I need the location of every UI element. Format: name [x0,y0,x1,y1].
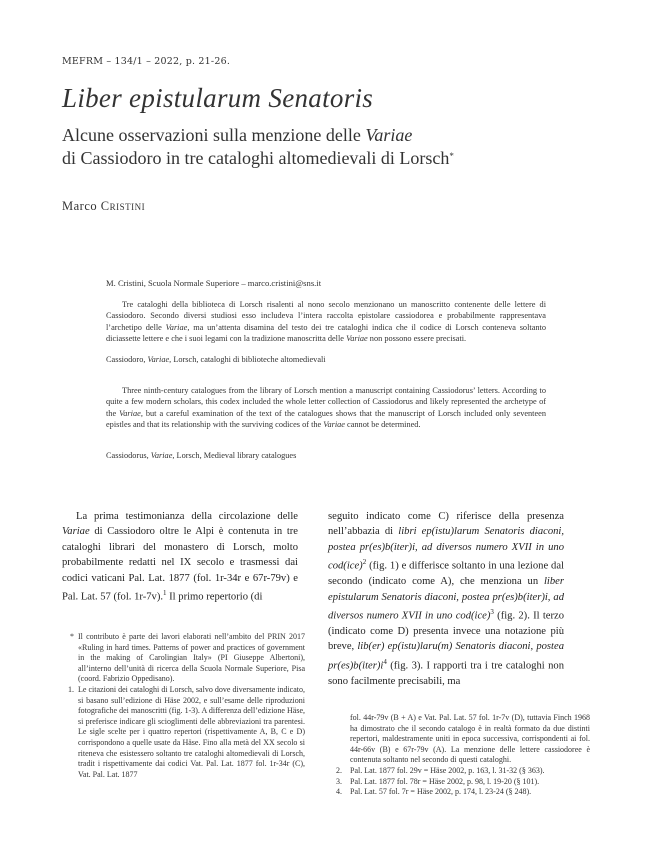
abstract-italian [106,299,546,344]
footnote-1-continuation: fol. 44r-79v (B + A) e Vat. Pal. Lat. 57 fol. 1r-7v (D), tuttavia Finch 1968 ha dimostrato che il secondo catalogo è in realtà formato da due distinti repertori, maldestramente uniti in epoca successiva, corrispondenti ai fol. 44r-66v (B) e 67r-79v (A). La menzione delle lettere cassiodoree è contenuta soltanto nel secondo di questi cataloghi. [350,713,590,765]
footnote-ref-3: 3 [490,607,494,616]
footnote-ref-1: 1 [163,589,167,598]
keywords-en-italic: Variae [150,451,173,460]
subtitle-line2: di Cassiodoro in tre cataloghi altomedievali di Lorsch [62,148,450,168]
subtitle-italic: Variae [365,125,413,145]
journal-header: MEFRM – 134/1 – 2022, p. 21-26. [62,56,231,67]
abstract-en-italic2: Variae [323,419,345,429]
footnote-ref-4: 4 [383,657,387,666]
abstract-en-italic1: Variae [119,408,141,418]
footnote-3 [328,777,590,788]
footnote-ref-2: 2 [362,558,367,567]
footnote-2-num: 2. [336,765,342,775]
abstract-english [106,385,546,430]
keywords-en-b: , Lorsch, Medieval library catalogues [172,451,297,460]
footnote-3-text: Pal. Lat. 1877 fol. 78r = Häse 2002, p. 98, l. 19-20 (§ 101). [350,776,540,786]
body-left-italic: Variae [62,526,90,538]
article-subtitle [62,124,602,170]
footnote-4-num: 4. [336,787,342,797]
abstract-en-part1: Three ninth-century catalogues from the library of Lorsch mention a manuscript containing Cassiodorus’ letters. According to quite a few modern scholars, this codex included the whole letter collection of Cassiodorus and likely represented the archetype of the [106,386,546,418]
footnote-1 [62,685,305,780]
abstract-it-part1: Tre cataloghi della biblioteca di Lorsch risalenti al nono secolo menzionano un manoscritto contenente delle lettere di Cassiodoro. Secondo diversi studiosi esso includeva l’intera raccolta epistolare cassiodorea e probabilmente rappresentava l’archetipo delle [106,300,546,332]
abstract-it-italic2: Variae [346,333,368,343]
keywords-it-b: , Lorsch, cataloghi di biblioteche altomedievali [169,355,326,364]
affiliation: M. Cristini, Scuola Normale Superiore – marco.cristini@sns.it [106,278,322,288]
body-right-t2: (fig. 1) e differisce soltanto in una lezione dal secondo (indicato come A), che menziona un [328,560,564,588]
body-left-column [62,509,298,605]
footnote-star-num: * [70,632,74,641]
abstract-it-part2: , ma un’attenta disamina del testo dei tre cataloghi indica che il codice di Lorsch conteneva soltanto diciassette lettere e che i suoi legami con la tradizione manoscritta delle [106,322,546,343]
body-right-column [328,509,564,689]
keywords-it-italic: Variae [147,355,170,364]
author-first: Marco [62,199,98,213]
footnote-1-text: Le citazioni dei cataloghi di Lorsch, salvo dove diversamente indicato, si basano sull’edizione di Häse 2002, e sull’esame delle riproduzioni fotografiche dei manoscritti (fig. 1-3). A differenza dell’edizione Häse, si preferisce indicare gli scioglimenti delle abbreviazioni tra parentesi. Le sigle scelte per i quattro repertori (rispettivamente A, B, C e D) corrispondono a quelle usate da Häse. Fino alla metà del XX secolo si riteneva che esistessero soltanto tre cataloghi altomedievali di Lorsch, tradit i rispettivamente dai codici Vat. Pal. Lat. 1877 fol. 1r-34r (C), Vat. Pal. Lat. 1877 [78,684,305,779]
body-left-s3: Il primo repertorio (di [166,591,263,603]
body-right-t3: (fig. 2). Il terzo (indicato come D) presenta invece una notazione più breve, [328,610,564,653]
abstract-en-part2: , but a careful examination of the text of the catalogues shows that the manuscript of Lorsch included only seventeen epistles and that its relationship with the surviving codices of the [106,408,546,429]
abstract-en-part3: cannot be determined. [344,419,421,429]
footnote-2 [328,766,590,777]
body-right-italic1: libri ep(istu)larum Senatoris diaconi, postea pr(es)b(iter)i, ad diversos numero XVII in uno cod(ice) [328,526,565,572]
author [62,199,145,214]
footnote-1-num: 1. [68,684,74,694]
subtitle-footnote-mark: * [449,151,454,161]
abstract-it-part3: non possono essere precisati. [367,333,467,343]
body-right-italic3: lib(er) ep(istu)laru(m) Senatoris diaconi, postea pr(es)b(iter)i [328,641,564,672]
body-right-t4: (fig. 3). I rapporti tra i tre cataloghi non sono facilmente precisabili, ma [328,660,564,687]
footnote-4 [328,787,590,798]
author-last: Cristini [100,199,146,213]
body-right-italic2: liber epistularum Senatoris diaconi, postea pr(es)b(iter)i, ad diversos numero XVII in uno cod(ice) [328,576,564,622]
body-left-s2: di Cassiodoro oltre le Alpi è contenuta in tre cataloghi librari del monastero di Lorsch, molto probabilmente redatti nel IX secolo e trasmessi dai codici vaticani Pal. Lat. 1877 (fol. 1r-34r e 67r-79v) e Pal. Lat. 57 (fol. 1r-7v). [62,526,298,603]
keywords-en-a: Cassiodorus, [106,451,151,460]
keywords-italian [106,355,326,364]
body-right-t1: seguito indicato come C) riferisce della presenza nell’abbazia di [328,511,564,538]
article-title: Liber epistularum Senatoris [62,83,374,113]
footnote-2-text: Pal. Lat. 1877 fol. 29v = Häse 2002, p. 163, l. 31-32 (§ 363). [350,765,545,775]
footnotes-left [62,632,305,780]
keywords-english [106,451,296,460]
abstract-it-italic1: Variae [165,322,188,332]
body-left-s1: La prima testimonianza della circolazione delle [76,511,298,522]
footnotes-right [328,713,590,798]
subtitle-line1: Alcune osservazioni sulla menzione delle [62,125,366,145]
footnote-4-text: Pal. Lat. 57 fol. 7r = Häse 2002, p. 174, l. 23-24 (§ 248). [350,787,532,797]
keywords-it-a: Cassiodoro, [106,355,148,364]
footnote-star [62,632,305,685]
footnote-star-text: Il contributo è parte dei lavori elaborati nell’ambito del PRIN 2017 «Ruling in hard times. Patterns of power and practices of government in the making of Carolingian Italy» (PI Giuseppe Albertoni), all’interno dell’unità di ricerca della Scuola Normale Superiore, Pisa (coord. Fabrizio Oppedisano). [78,632,305,684]
footnote-3-num: 3. [336,776,342,786]
